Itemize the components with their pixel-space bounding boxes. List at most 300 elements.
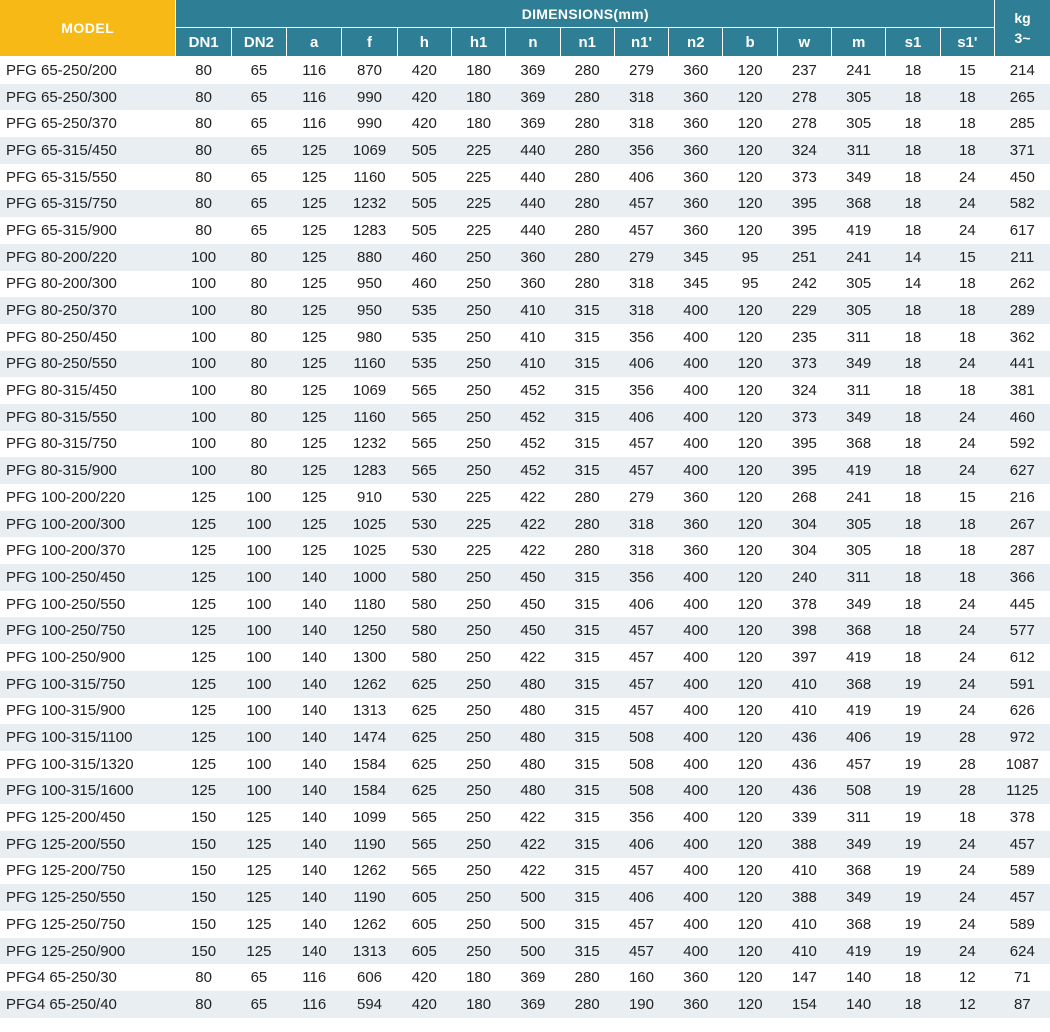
dimension-cell: 125 — [287, 297, 342, 324]
dimension-cell: 80 — [176, 964, 231, 991]
dimension-cell: 1099 — [342, 804, 397, 831]
dimension-cell: 280 — [560, 217, 614, 244]
dimension-cell: 120 — [723, 431, 777, 458]
dimension-cell: 279 — [614, 484, 668, 511]
dimension-cell: 324 — [777, 137, 831, 164]
dimension-cell: 315 — [560, 831, 614, 858]
dimension-cell: 508 — [614, 724, 668, 751]
dimension-cell: 311 — [832, 564, 886, 591]
dimension-cell: 120 — [723, 938, 777, 965]
dimension-cell: 12 — [940, 991, 994, 1018]
model-cell: PFG 80-200/220 — [0, 244, 176, 271]
dimension-cell: 24 — [940, 404, 994, 431]
dimension-cell: 125 — [287, 537, 342, 564]
weight-cell: 87 — [995, 991, 1050, 1018]
dimension-cell: 120 — [723, 564, 777, 591]
dimension-cell: 18 — [886, 110, 940, 137]
dimension-cell: 80 — [176, 164, 231, 191]
dimension-cell: 120 — [723, 884, 777, 911]
dimension-cell: 100 — [176, 431, 231, 458]
dimension-cell: 369 — [506, 84, 560, 111]
dimension-cell: 120 — [723, 110, 777, 137]
dimension-cell: 305 — [832, 271, 886, 298]
dimension-cell: 378 — [777, 591, 831, 618]
dimension-cell: 530 — [397, 511, 451, 538]
dimension-cell: 400 — [669, 778, 723, 805]
dimension-cell: 395 — [777, 217, 831, 244]
dimension-cell: 125 — [287, 164, 342, 191]
dimension-cell: 400 — [669, 564, 723, 591]
dimension-cell: 250 — [451, 698, 505, 725]
dimension-cell: 28 — [940, 751, 994, 778]
dimension-cell: 360 — [506, 244, 560, 271]
model-cell: PFG 125-250/750 — [0, 911, 176, 938]
table-row — [0, 537, 1050, 564]
dimension-cell: 480 — [506, 724, 560, 751]
table-row — [0, 804, 1050, 831]
dimension-cell: 311 — [832, 324, 886, 351]
dimension-cell: 125 — [287, 377, 342, 404]
dimension-cell: 410 — [506, 324, 560, 351]
dimension-cell: 125 — [231, 911, 286, 938]
dimension-cell: 388 — [777, 831, 831, 858]
dimension-cell: 420 — [397, 110, 451, 137]
table-row — [0, 858, 1050, 885]
dimension-cell: 450 — [506, 617, 560, 644]
dimension-cell: 125 — [176, 564, 231, 591]
dimension-cell: 457 — [614, 698, 668, 725]
dimension-cell: 19 — [886, 911, 940, 938]
table-row — [0, 724, 1050, 751]
dimension-cell: 349 — [832, 164, 886, 191]
model-cell: PFG 80-315/450 — [0, 377, 176, 404]
dimension-cell: 120 — [723, 217, 777, 244]
dimension-cell: 100 — [176, 377, 231, 404]
dimension-cell: 500 — [506, 884, 560, 911]
dimension-cell: 116 — [287, 110, 342, 137]
dimension-cell: 24 — [940, 644, 994, 671]
dimension-cell: 356 — [614, 324, 668, 351]
dimension-cell: 120 — [723, 831, 777, 858]
dimension-cell: 80 — [176, 190, 231, 217]
weight-cell: 285 — [995, 110, 1050, 137]
dimension-cell: 422 — [506, 511, 560, 538]
weight-cell: 582 — [995, 190, 1050, 217]
dimension-cell: 565 — [397, 404, 451, 431]
dimension-cell: 457 — [832, 751, 886, 778]
dimension-cell: 457 — [614, 617, 668, 644]
model-cell: PFG 100-315/1600 — [0, 778, 176, 805]
dimension-cell: 250 — [451, 884, 505, 911]
dimension-cell: 140 — [287, 831, 342, 858]
table-row — [0, 911, 1050, 938]
dimension-cell: 356 — [614, 564, 668, 591]
dimension-cell: 400 — [669, 858, 723, 885]
dimension-cell: 140 — [832, 964, 886, 991]
dimension-cell: 120 — [723, 404, 777, 431]
dimension-cell: 180 — [451, 84, 505, 111]
dimension-cell: 120 — [723, 991, 777, 1018]
dimension-cell: 605 — [397, 884, 451, 911]
dimension-cell: 125 — [176, 724, 231, 751]
column-header: n — [506, 28, 560, 57]
dimension-cell: 360 — [506, 271, 560, 298]
dimension-cell: 100 — [176, 244, 231, 271]
dimension-cell: 140 — [287, 671, 342, 698]
dimension-cell: 349 — [832, 884, 886, 911]
dimension-cell: 580 — [397, 617, 451, 644]
dimension-cell: 360 — [669, 190, 723, 217]
dimension-cell: 1069 — [342, 377, 397, 404]
table-row — [0, 484, 1050, 511]
dimension-cell: 280 — [560, 271, 614, 298]
weight-cell: 617 — [995, 217, 1050, 244]
dimension-cell: 120 — [723, 377, 777, 404]
dimension-cell: 360 — [669, 164, 723, 191]
dimension-cell: 315 — [560, 591, 614, 618]
column-header: h — [397, 28, 451, 57]
dimension-cell: 1160 — [342, 404, 397, 431]
dimension-cell: 28 — [940, 724, 994, 751]
dimension-cell: 580 — [397, 564, 451, 591]
dimension-cell: 100 — [231, 724, 286, 751]
weight-cell: 1125 — [995, 778, 1050, 805]
dimension-cell: 457 — [614, 858, 668, 885]
dimension-cell: 140 — [287, 644, 342, 671]
dimension-cell: 457 — [614, 644, 668, 671]
dimension-cell: 1584 — [342, 751, 397, 778]
dimension-cell: 100 — [231, 671, 286, 698]
weight-cell: 589 — [995, 858, 1050, 885]
model-cell: PFG 125-200/750 — [0, 858, 176, 885]
dimension-cell: 1000 — [342, 564, 397, 591]
dimension-cell: 18 — [886, 57, 940, 84]
dimension-cell: 368 — [832, 911, 886, 938]
table-row — [0, 457, 1050, 484]
dimension-cell: 436 — [777, 778, 831, 805]
dimension-cell: 422 — [506, 537, 560, 564]
table-row — [0, 164, 1050, 191]
dimension-cell: 80 — [176, 110, 231, 137]
dimension-cell: 250 — [451, 724, 505, 751]
dimension-cell: 400 — [669, 457, 723, 484]
dimension-cell: 18 — [886, 644, 940, 671]
dimension-cell: 625 — [397, 778, 451, 805]
weight-cell: 591 — [995, 671, 1050, 698]
dimension-cell: 305 — [832, 84, 886, 111]
dimension-cell: 125 — [176, 537, 231, 564]
dimension-cell: 14 — [886, 244, 940, 271]
dimension-cell: 100 — [231, 564, 286, 591]
table-row — [0, 991, 1050, 1018]
dimension-cell: 406 — [614, 164, 668, 191]
dimension-cell: 19 — [886, 671, 940, 698]
dimension-cell: 1232 — [342, 190, 397, 217]
model-cell: PFG 100-250/550 — [0, 591, 176, 618]
dimension-cell: 250 — [451, 404, 505, 431]
dimension-cell: 18 — [940, 110, 994, 137]
table-row — [0, 617, 1050, 644]
dimension-cell: 180 — [451, 57, 505, 84]
dimension-cell: 240 — [777, 564, 831, 591]
column-header: s1 — [886, 28, 940, 57]
dimension-cell: 373 — [777, 404, 831, 431]
dimension-cell: 120 — [723, 537, 777, 564]
dimension-cell: 100 — [231, 778, 286, 805]
dimension-cell: 125 — [287, 484, 342, 511]
dimension-cell: 18 — [886, 297, 940, 324]
dimension-cell: 279 — [614, 244, 668, 271]
dimension-cell: 440 — [506, 137, 560, 164]
dimension-cell: 280 — [560, 137, 614, 164]
dimension-cell: 315 — [560, 377, 614, 404]
dimension-cell: 450 — [506, 564, 560, 591]
dimension-cell: 565 — [397, 804, 451, 831]
dimension-cell: 120 — [723, 164, 777, 191]
dimension-cell: 279 — [614, 57, 668, 84]
dimension-cell: 605 — [397, 938, 451, 965]
dimension-cell: 1160 — [342, 164, 397, 191]
dimension-cell: 237 — [777, 57, 831, 84]
column-header: f — [342, 28, 397, 57]
dimension-cell: 24 — [940, 884, 994, 911]
weight-cell: 366 — [995, 564, 1050, 591]
dimension-cell: 140 — [287, 804, 342, 831]
dimension-cell: 369 — [506, 964, 560, 991]
dimension-cell: 452 — [506, 404, 560, 431]
dimension-cell: 406 — [614, 884, 668, 911]
dimension-cell: 395 — [777, 431, 831, 458]
dimension-cell: 508 — [614, 778, 668, 805]
dimension-cell: 140 — [287, 698, 342, 725]
table-row — [0, 564, 1050, 591]
weight-cell: 457 — [995, 831, 1050, 858]
dimension-cell: 1300 — [342, 644, 397, 671]
dimension-cell: 18 — [940, 297, 994, 324]
table-body — [0, 57, 1050, 1018]
weight-cell: 592 — [995, 431, 1050, 458]
dimension-cell: 1313 — [342, 938, 397, 965]
dimension-cell: 18 — [886, 190, 940, 217]
dimension-cell: 229 — [777, 297, 831, 324]
dimension-cell: 150 — [176, 911, 231, 938]
dimension-cell: 360 — [669, 110, 723, 137]
model-cell: PFG 100-315/900 — [0, 698, 176, 725]
dimension-cell: 125 — [176, 644, 231, 671]
dimension-cell: 315 — [560, 297, 614, 324]
table-row — [0, 84, 1050, 111]
model-cell: PFG 80-315/550 — [0, 404, 176, 431]
dimension-cell: 480 — [506, 698, 560, 725]
dimension-cell: 18 — [886, 404, 940, 431]
dimension-cell: 339 — [777, 804, 831, 831]
table-header — [0, 0, 1050, 57]
dimension-cell: 450 — [506, 591, 560, 618]
model-cell: PFG 65-315/900 — [0, 217, 176, 244]
dimension-cell: 150 — [176, 831, 231, 858]
model-cell: PFG4 65-250/40 — [0, 991, 176, 1018]
table-row — [0, 244, 1050, 271]
dimension-cell: 24 — [940, 617, 994, 644]
dimension-cell: 315 — [560, 938, 614, 965]
dimension-cell: 120 — [723, 644, 777, 671]
dimension-cell: 1313 — [342, 698, 397, 725]
dimension-cell: 18 — [940, 84, 994, 111]
dimension-cell: 140 — [287, 617, 342, 644]
dimension-cell: 315 — [560, 351, 614, 378]
table-row — [0, 110, 1050, 137]
dimension-cell: 120 — [723, 698, 777, 725]
dimension-cell: 400 — [669, 324, 723, 351]
dimension-cell: 535 — [397, 351, 451, 378]
dimension-cell: 419 — [832, 644, 886, 671]
dimension-cell: 125 — [287, 351, 342, 378]
dimension-cell: 147 — [777, 964, 831, 991]
dimension-cell: 440 — [506, 217, 560, 244]
dimension-cell: 120 — [723, 964, 777, 991]
dimension-cell: 1190 — [342, 831, 397, 858]
dimension-cell: 18 — [886, 457, 940, 484]
dimension-cell: 80 — [176, 84, 231, 111]
dimension-cell: 368 — [832, 431, 886, 458]
weight-cell: 378 — [995, 804, 1050, 831]
dimension-cell: 125 — [176, 511, 231, 538]
dimension-cell: 225 — [451, 511, 505, 538]
dimension-cell: 1283 — [342, 217, 397, 244]
model-cell: PFG 125-200/450 — [0, 804, 176, 831]
dimension-cell: 535 — [397, 324, 451, 351]
dimension-cell: 410 — [777, 938, 831, 965]
dimension-cell: 452 — [506, 377, 560, 404]
dimension-cell: 18 — [940, 377, 994, 404]
dimension-cell: 24 — [940, 591, 994, 618]
dimension-cell: 250 — [451, 778, 505, 805]
dimension-cell: 419 — [832, 698, 886, 725]
dimension-cell: 373 — [777, 164, 831, 191]
dimension-cell: 460 — [397, 271, 451, 298]
dimension-cell: 345 — [669, 244, 723, 271]
weight-cell: 972 — [995, 724, 1050, 751]
dimension-cell: 480 — [506, 671, 560, 698]
dimension-cell: 410 — [506, 297, 560, 324]
dimension-cell: 18 — [886, 431, 940, 458]
model-cell: PFG 80-250/450 — [0, 324, 176, 351]
dimension-cell: 100 — [176, 271, 231, 298]
dimension-cell: 990 — [342, 110, 397, 137]
dimension-cell: 18 — [940, 324, 994, 351]
dimension-cell: 535 — [397, 297, 451, 324]
table-row — [0, 431, 1050, 458]
dimension-cell: 460 — [397, 244, 451, 271]
dimension-cell: 565 — [397, 377, 451, 404]
dimension-cell: 373 — [777, 351, 831, 378]
dimension-cell: 250 — [451, 591, 505, 618]
dimension-cell: 250 — [451, 804, 505, 831]
dimension-cell: 406 — [614, 591, 668, 618]
dimension-cell: 400 — [669, 404, 723, 431]
dimension-cell: 225 — [451, 217, 505, 244]
dimension-cell: 125 — [231, 804, 286, 831]
dimension-cell: 18 — [886, 351, 940, 378]
dimension-cell: 120 — [723, 617, 777, 644]
dimension-cell: 950 — [342, 297, 397, 324]
table-row — [0, 698, 1050, 725]
dimension-cell: 18 — [940, 804, 994, 831]
dimension-cell: 125 — [176, 778, 231, 805]
model-cell: PFG 100-200/220 — [0, 484, 176, 511]
table-row — [0, 351, 1050, 378]
weight-cell: 211 — [995, 244, 1050, 271]
table-row — [0, 271, 1050, 298]
dimension-cell: 19 — [886, 831, 940, 858]
dimension-cell: 360 — [669, 137, 723, 164]
dimension-cell: 18 — [940, 137, 994, 164]
model-cell: PFG 100-315/750 — [0, 671, 176, 698]
dimension-cell: 400 — [669, 938, 723, 965]
dimension-cell: 24 — [940, 938, 994, 965]
dimension-cell: 1232 — [342, 431, 397, 458]
dimension-cell: 1262 — [342, 911, 397, 938]
dimension-cell: 315 — [560, 778, 614, 805]
weight-cell: 577 — [995, 617, 1050, 644]
weight-cell: 457 — [995, 884, 1050, 911]
dimension-cell: 368 — [832, 858, 886, 885]
dimension-cell: 95 — [723, 244, 777, 271]
dimension-cell: 65 — [231, 991, 286, 1018]
dimension-cell: 311 — [832, 377, 886, 404]
dimension-cell: 125 — [287, 137, 342, 164]
weight-cell: 441 — [995, 351, 1050, 378]
dimension-cell: 440 — [506, 164, 560, 191]
dimension-cell: 125 — [231, 938, 286, 965]
dimension-cell: 356 — [614, 137, 668, 164]
dimension-cell: 400 — [669, 644, 723, 671]
weight-cell: 216 — [995, 484, 1050, 511]
dimensions-group-header: DIMENSIONS(mm) — [176, 0, 995, 28]
dimension-cell: 305 — [832, 297, 886, 324]
dimension-cell: 225 — [451, 164, 505, 191]
model-cell: PFG 80-315/900 — [0, 457, 176, 484]
dimension-cell: 280 — [560, 190, 614, 217]
dimension-cell: 410 — [506, 351, 560, 378]
dimension-cell: 400 — [669, 351, 723, 378]
dimension-cell: 116 — [287, 964, 342, 991]
dimension-cell: 251 — [777, 244, 831, 271]
dimension-cell: 305 — [832, 110, 886, 137]
dimension-cell: 18 — [940, 564, 994, 591]
dimension-cell: 125 — [287, 271, 342, 298]
model-cell: PFG 100-315/1100 — [0, 724, 176, 751]
weight-cell: 627 — [995, 457, 1050, 484]
dimension-cell: 280 — [560, 110, 614, 137]
dimension-cell: 80 — [231, 457, 286, 484]
dimension-cell: 24 — [940, 457, 994, 484]
dimension-cell: 19 — [886, 751, 940, 778]
dimension-cell: 315 — [560, 564, 614, 591]
model-column-header: MODEL — [0, 0, 176, 57]
dimension-cell: 24 — [940, 698, 994, 725]
table-row — [0, 377, 1050, 404]
dimension-cell: 150 — [176, 884, 231, 911]
dimension-cell: 116 — [287, 991, 342, 1018]
dimension-cell: 565 — [397, 858, 451, 885]
table-row — [0, 217, 1050, 244]
weight-column-header — [995, 0, 1050, 57]
dimension-cell: 356 — [614, 804, 668, 831]
dimension-cell: 242 — [777, 271, 831, 298]
dimension-cell: 500 — [506, 911, 560, 938]
dimension-cell: 24 — [940, 351, 994, 378]
